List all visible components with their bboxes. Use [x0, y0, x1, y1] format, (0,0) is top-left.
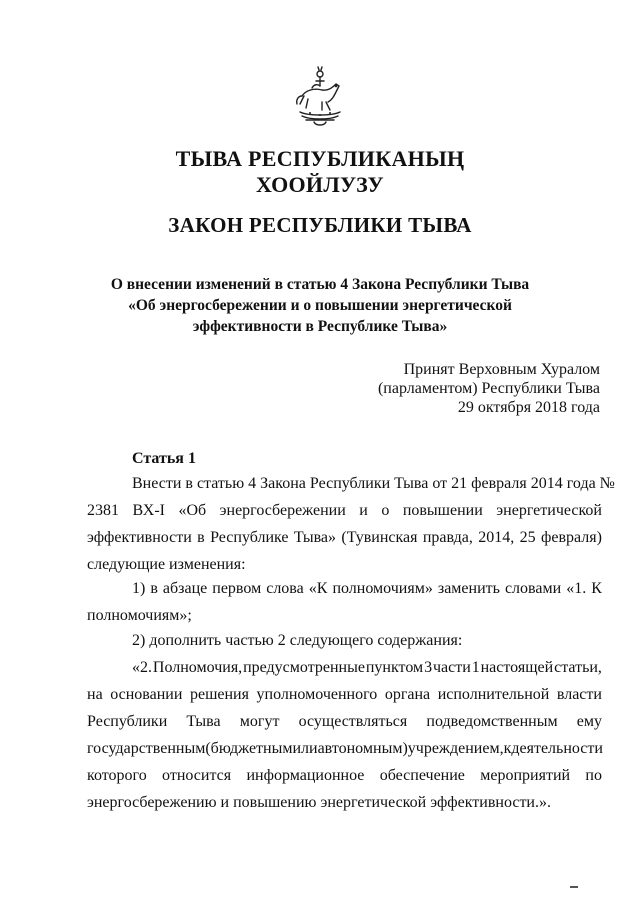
word: «1.	[566, 580, 587, 597]
word: или	[292, 740, 318, 757]
word: Полномочия,	[152, 659, 243, 676]
word: Тыва	[186, 713, 221, 730]
word: (бюджетным	[205, 740, 293, 757]
word: первом	[212, 580, 262, 597]
word: подведомственным	[426, 713, 558, 730]
amendment-quote	[87, 654, 602, 816]
text-line	[87, 681, 602, 708]
word: 1)	[132, 580, 146, 597]
word: эффективности	[87, 529, 192, 546]
word: к	[503, 740, 512, 757]
word: заменить	[437, 580, 500, 597]
word: «2.	[132, 659, 152, 676]
word: власти	[556, 686, 602, 703]
word: осуществляться	[298, 713, 408, 730]
law-title	[110, 274, 530, 337]
adoption-date: 29 октября 2018 года	[457, 399, 600, 416]
word: правда,	[422, 529, 473, 546]
adoption-note	[378, 360, 600, 417]
law-title-line: эффективности в Республике Тыва»	[192, 318, 448, 335]
amendment-item-2	[87, 627, 602, 654]
word: и	[359, 502, 368, 519]
word: статьи,	[554, 659, 602, 676]
word: 1	[471, 659, 480, 676]
law-title-line: «Об энергосбережении и о повышении энергетической	[128, 297, 512, 314]
article-intro-paragraph	[87, 470, 615, 578]
text-line	[87, 708, 602, 735]
word: «К	[308, 580, 328, 597]
word: обеспечение	[379, 767, 465, 784]
word: 2014,	[478, 529, 515, 546]
header-law-tuvan: ХООЙЛУЗУ	[256, 172, 384, 197]
word: полномочиям»	[332, 580, 433, 597]
word: К	[591, 580, 602, 597]
word: по	[585, 767, 602, 784]
word: пунктом	[365, 659, 424, 676]
word: части	[432, 659, 471, 676]
word: могут	[239, 713, 280, 730]
text-line	[87, 524, 602, 551]
word: энергетической	[496, 502, 602, 519]
word: энергосбережении	[219, 502, 346, 519]
word: в	[197, 529, 205, 546]
word: мероприятий	[480, 767, 571, 784]
word: Республики	[87, 713, 168, 730]
word: автономным)	[317, 740, 408, 757]
text-line	[87, 575, 602, 602]
adoption-note-line: (парламентом) Республики Тыва	[377, 380, 600, 397]
amendment-item-1	[87, 575, 602, 629]
word: Республике	[210, 529, 289, 546]
word: «Об	[178, 502, 207, 519]
word: слова	[266, 580, 304, 597]
text-line	[87, 497, 602, 524]
word: Тыва»	[293, 529, 337, 546]
text-line	[87, 735, 602, 762]
word: государственным	[87, 740, 206, 757]
word: учреждением,	[407, 740, 504, 757]
word: исполнительной	[437, 686, 550, 703]
word: февраля)	[540, 529, 602, 546]
word: 25	[519, 529, 536, 546]
word: абзаце	[162, 580, 208, 597]
word: предусмотренные	[243, 659, 365, 676]
word: 3	[424, 659, 433, 676]
word: уполномоченного	[256, 686, 378, 703]
word: деятельности	[511, 740, 603, 757]
word: основании	[110, 686, 183, 703]
text-line: 2) дополнить частью 2 следующего содержания:	[132, 632, 463, 649]
header-law-russian: ЗАКОН РЕСПУБЛИКИ ТЫВА	[168, 213, 472, 237]
word: органа	[384, 686, 431, 703]
text-line	[87, 762, 602, 789]
word: которого	[87, 767, 147, 784]
word: ВХ-І	[132, 502, 165, 519]
coat-of-arms-emblem	[292, 66, 348, 128]
word: словами	[504, 580, 562, 597]
header-republic-line: ТЫВА РЕСПУБЛИКАНЫҢ	[175, 146, 465, 171]
word: повышении	[402, 502, 483, 519]
page-mark	[570, 886, 578, 888]
word: информационное	[246, 767, 365, 784]
text-line: энергосбережению и повышению энергетической эффективности.».	[87, 794, 551, 811]
word: в	[150, 580, 158, 597]
word: относится	[162, 767, 232, 784]
word: решения	[189, 686, 249, 703]
text-line: Внести в статью 4 Закона Республики Тыва от 21 февраля 2014 года №	[132, 475, 615, 492]
text-line: полномочиям»;	[87, 607, 192, 624]
word: на	[87, 686, 103, 703]
text-line: следующие изменения:	[87, 556, 246, 573]
word: 2381	[87, 502, 119, 519]
word: (Тувинская	[341, 529, 418, 546]
adoption-note-line: Принят Верховным Хуралом	[403, 361, 600, 378]
article-heading: Статья 1	[132, 450, 196, 467]
word: настоящей	[480, 659, 554, 676]
word: о	[381, 502, 390, 519]
text-line	[87, 654, 602, 681]
word: ему	[576, 713, 602, 730]
law-title-line: О внесении изменений в статью 4 Закона Республики Тыва	[110, 276, 530, 293]
